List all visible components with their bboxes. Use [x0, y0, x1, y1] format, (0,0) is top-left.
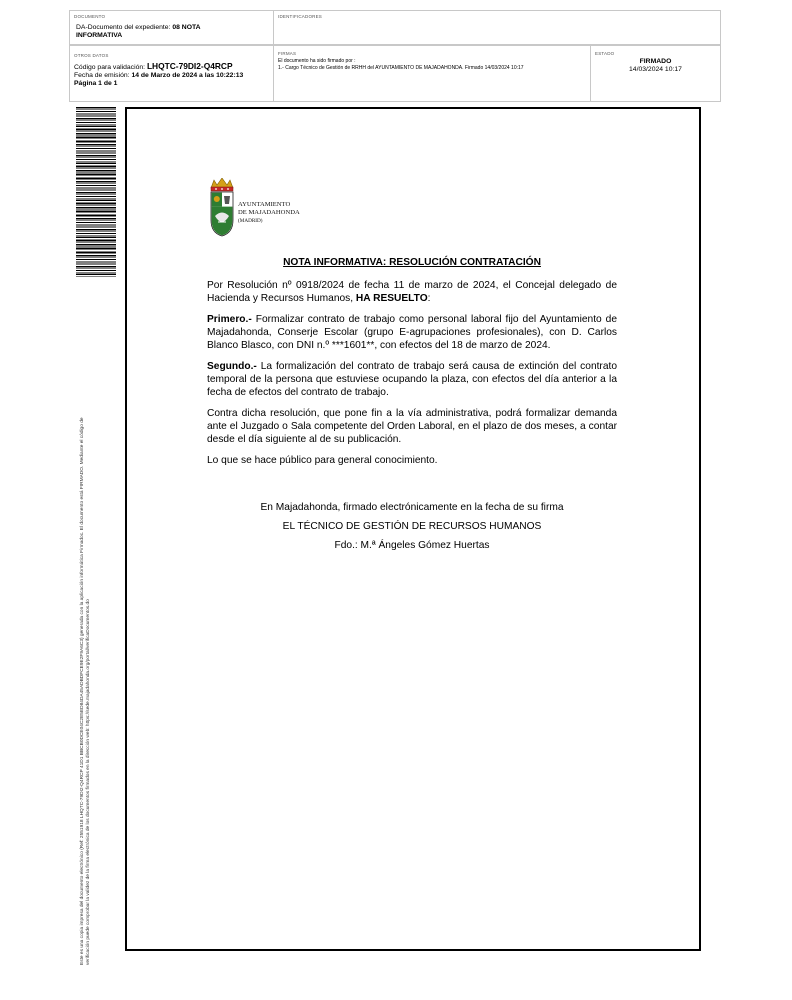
- signature-block: [207, 501, 617, 558]
- estado-value: FIRMADO: [639, 58, 672, 65]
- logo-caption: [238, 201, 300, 225]
- verification-note-line-2: verificación puede comprobar la validez de la firma electrónica de los documentos firmados en la dirección web: https://sede.majadahonda.org/portal/verificaDocumentos.do: [86, 599, 92, 965]
- documento-value: DA-Documento del expediente: 08 NOTA INFORMATIVA: [76, 24, 201, 40]
- firmas-line-1: El documento ha sido firmado por :: [278, 58, 356, 64]
- estado-content: [591, 58, 720, 74]
- validation-code: Código para validación: LHQTC-79DI2-Q4RCP: [74, 61, 233, 71]
- header-firmas-box: [273, 45, 592, 102]
- signature-name: Fdo.: M.ª Ángeles Gómez Huertas: [334, 540, 490, 551]
- header-otros-datos-box: [69, 45, 275, 102]
- logo-line-1: AYUNTAMIENTO: [238, 201, 291, 208]
- logo-line-2: DE MAJADAHONDA: [238, 209, 300, 216]
- paragraph-intro: Por Resolución nº 0918/2024 de fecha 11 de marzo de 2024, el Concejal delegado de Hacienda y Recursos Humanos, HA RESUELTO:: [207, 280, 617, 304]
- signature-place: En Majadahonda, firmado electrónicamente en la fecha de su firma: [260, 502, 564, 513]
- firmas-content: [278, 58, 588, 71]
- paragraph-closing: Lo que se hace público para general conocimiento.: [207, 455, 438, 466]
- signature-role: EL TÉCNICO DE GESTIÓN DE RECURSOS HUMANOS: [282, 521, 542, 532]
- logo-line-3: (MADRID): [238, 218, 263, 224]
- estado-label: ESTADO: [595, 51, 615, 56]
- verification-note-line-1: Este es una copia impresa del documento electrónico (Ref: 2551918 LHQTC-79DI2-Q4RCP 41D1 BBCB0DCE04C2E5ED84DA45ADBDFCE9E2F9A6C3) generada con la aplicación informática Firmadoc. El documento está FIRMADO. Mediante el código de: [80, 417, 85, 965]
- page-indicator: Página 1 de 1: [74, 80, 118, 88]
- identificadores-label: IDENTIFICADORES: [278, 14, 323, 19]
- firmas-line-2: 1.- Cargo Técnico de Gestión de RRHH del AYUNTAMIENTO DE MAJADAHONDA. Firmado 14/03/2024 10:17: [278, 64, 524, 71]
- paragraph-primero: Primero.- Formalizar contrato de trabajo como personal laboral fijo del Ayuntamiento de Majadahonda, Conserje Escolar (grupo E-agrupaciones profesionales), con D. Carlos Blanco Blasco, con DNI n.º ***1601**, con efectos del 18 de marzo de 2024.: [207, 314, 617, 351]
- otros-datos-label: OTROS DATOS: [74, 53, 109, 58]
- header-identificadores-box: [273, 10, 721, 45]
- paragraph-segundo: Segundo.- La formalización del contrato de trabajo será causa de extinción del contrato temporal de la persona que estuviese ocupando la plaza, con efectos del día anterior a la fecha de efectos del contrato de trabajo.: [207, 361, 617, 398]
- document-body: [207, 279, 617, 475]
- header-estado-box: [590, 45, 721, 102]
- barcode-icon: [76, 107, 116, 277]
- paragraph-recurso: Contra dicha resolución, que pone fin a la vía administrativa, podrá formalizar demanda ante el Juzgado o Sala competente del Orden Laboral, en el plazo de dos meses, a contar desde el día siguiente al de su publicación.: [207, 408, 617, 445]
- otros-datos-content: [74, 62, 272, 89]
- emission-date: Fecha de emisión: 14 de Marzo de 2024 a las 10:22:13: [74, 72, 244, 80]
- header-documento-box: [69, 10, 275, 45]
- estado-date: 14/03/2024 10:17: [629, 66, 682, 74]
- document-title: NOTA INFORMATIVA: RESOLUCIÓN CONTRATACIÓN: [283, 257, 541, 268]
- firmas-label: FIRMAS: [278, 51, 297, 56]
- verification-note: [80, 305, 92, 965]
- documento-label: DOCUMENTO: [74, 14, 106, 19]
